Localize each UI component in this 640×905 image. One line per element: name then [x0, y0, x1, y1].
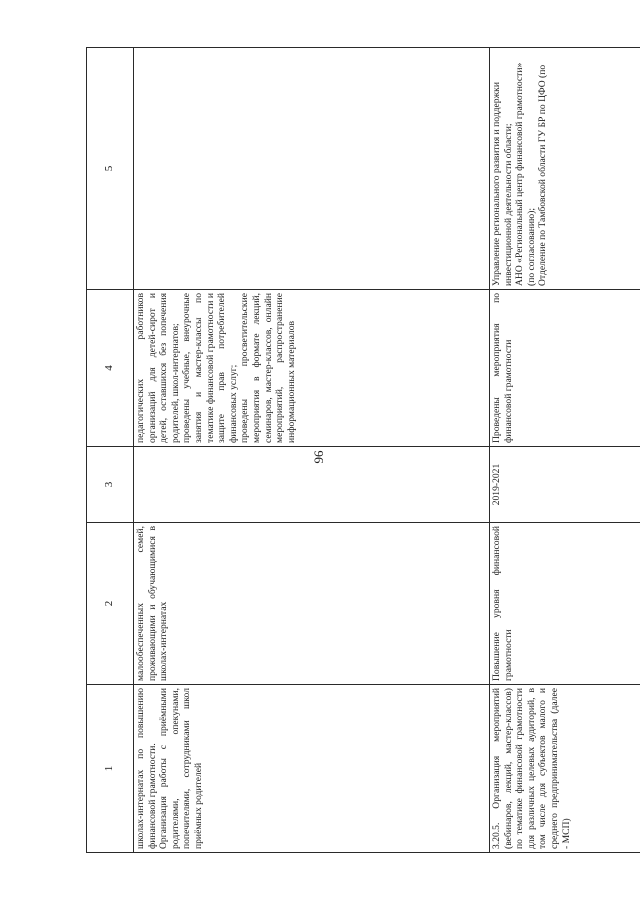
cell-text: проведены просветительские мероприятия в формате лекций, семинаров, мастер-классов, онлайн мероприятий, распространение информационных материалов [239, 293, 297, 443]
table-header-row [87, 48, 134, 853]
cell-text: Управление регионального развития и поддержки инвестиционной деятельности области; [491, 82, 514, 286]
cell-responsible-empty [134, 48, 490, 290]
page-number: 96 [311, 450, 326, 464]
cell-goal-continued: малообеспеченных семей, проживающими и обучающимися в школах-интернатах [134, 523, 490, 685]
header-cell-2: 2 [87, 523, 134, 685]
cell-result-3-20-5: Проведены мероприятия по финансовой грамотности [490, 290, 640, 447]
cell-activity-3-20-5: 3.20.5. Организация мероприятий (вебинаров, лекций, мастер-классов) по тематике финансовой грамотности для различных целевых аудиторий, в том числе для субъектов малого и среднего предпринимательства (далее - МСП) [490, 685, 640, 853]
header-cell-1: 1 [87, 685, 134, 853]
cell-text: проведены учебные, внеурочные занятия и мастер-классы по тематике финансовой грамотности и защите прав потребителей финансовых услуг; [181, 293, 239, 443]
cell-period-3-20-5: 2019-2021 [490, 447, 640, 523]
cell-activity-continued [134, 685, 490, 853]
header-cell-5: 5 [87, 48, 134, 290]
cell-period-empty [134, 447, 490, 523]
cell-text: педагогических работников организаций для детей-сирот и детей, оставшихся без попечения родителей, школ-интернатов; [135, 293, 181, 443]
header-cell-3: 3 [87, 447, 134, 523]
cell-goal-3-20-5: Повышение уровня финансовой грамотности [490, 523, 640, 685]
cell-responsible-3-20-5 [490, 48, 640, 290]
table-row [134, 48, 490, 853]
header-cell-4: 4 [87, 290, 134, 447]
rotated-table-container [86, 48, 640, 853]
cell-result-continued [134, 290, 490, 447]
cell-text: школах-интернатах по повышению финансовой грамотности. [135, 688, 158, 849]
cell-text: АНО «Региональный центр финансовой грамотности» (по согласованию); [514, 62, 537, 286]
table-row [490, 48, 640, 853]
cell-text: Отделение по Тамбовской области ГУ БР по ЦФО (по [537, 64, 549, 286]
plan-table [86, 47, 640, 853]
cell-text: Организация работы с приёмными родителями, опекунами, попечителями, сотрудниками школ приёмных родителей [158, 688, 204, 849]
